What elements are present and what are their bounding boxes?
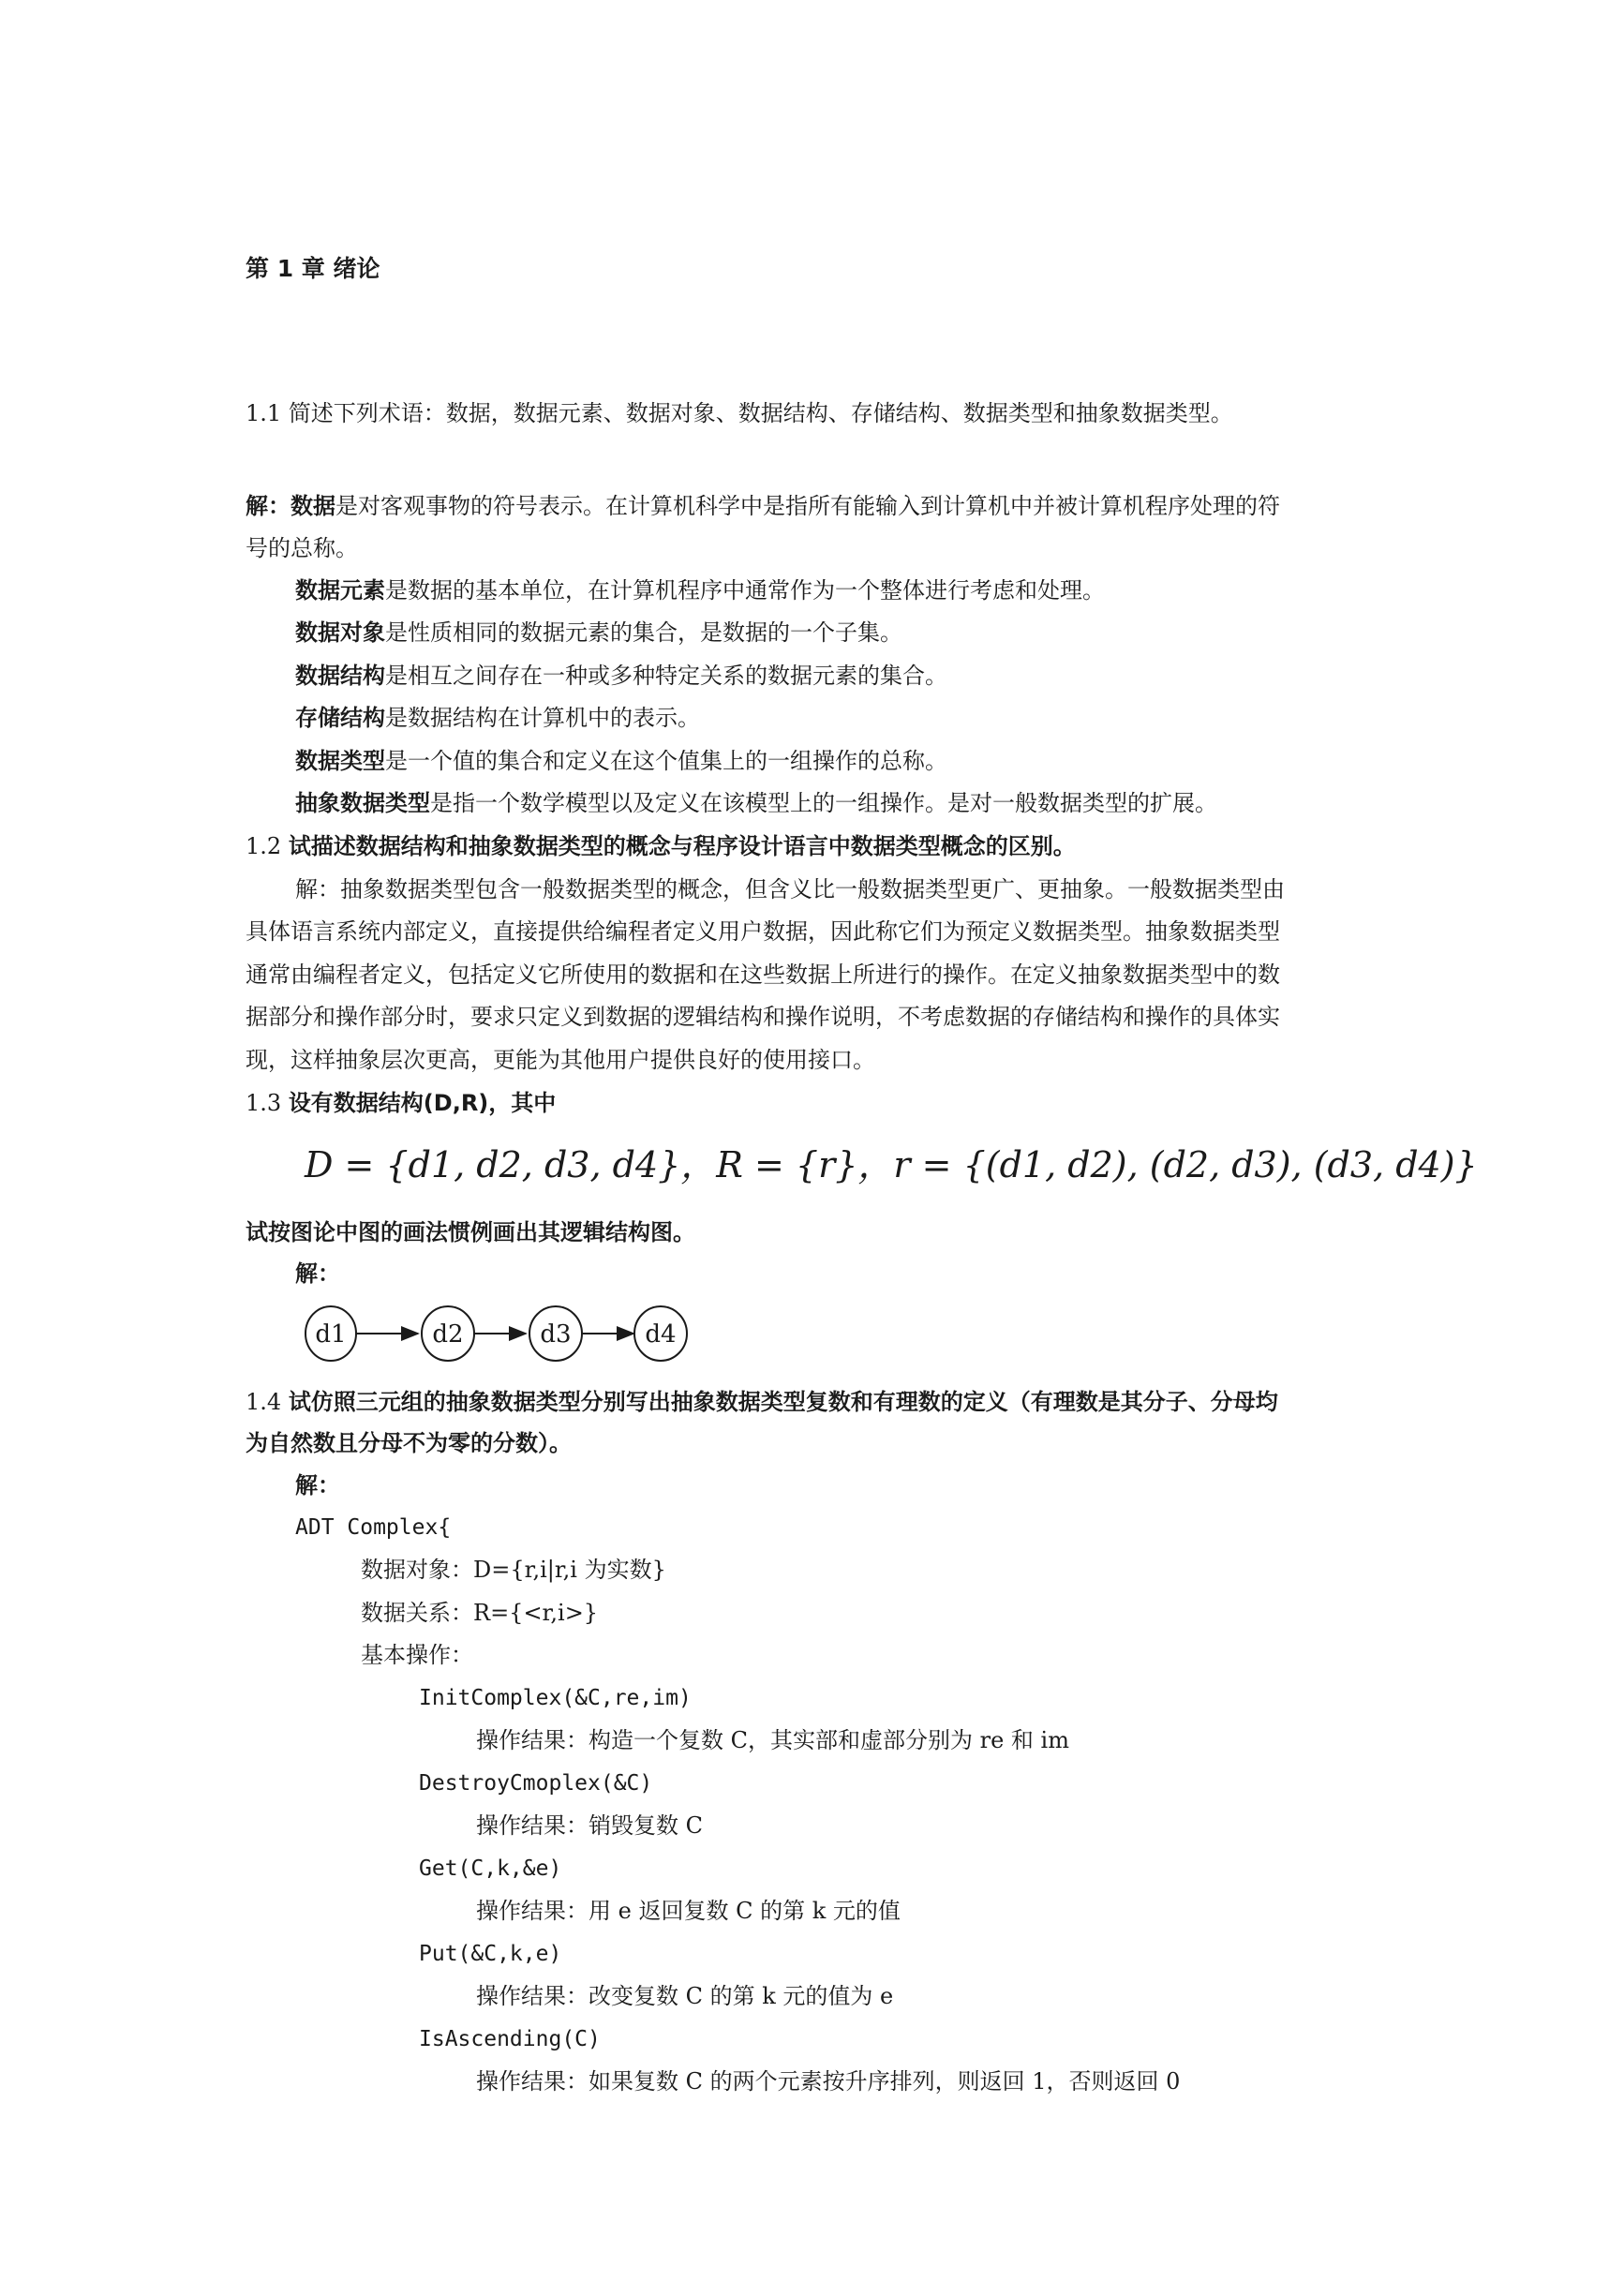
definition-term: 数据对象 bbox=[295, 619, 385, 646]
data-relation-line: 数据关系：R={<r,i>} bbox=[361, 1600, 599, 1626]
operation-signature: Put(&C,k,e) bbox=[419, 1942, 562, 1966]
definition-item bbox=[295, 662, 947, 690]
question-text: 设有数据结构(D,R)，其中 bbox=[288, 1090, 557, 1116]
question-number: 1.4 bbox=[246, 1389, 282, 1415]
operation-signature: InitComplex(&C,re,im) bbox=[419, 1686, 692, 1710]
answer-1-1-line-1 bbox=[246, 492, 1280, 520]
node-label: d3 bbox=[540, 1320, 572, 1349]
question-1-4 bbox=[246, 1388, 1278, 1416]
adt-header: ADT Complex{ bbox=[295, 1515, 452, 1540]
operation-result: 操作结果：构造一个复数 C，其实部和虚部分别为 re 和 im bbox=[476, 1727, 1069, 1753]
definition-term: 数据元素 bbox=[295, 576, 385, 604]
chapter-title: 第 1 章 绪论 bbox=[246, 255, 380, 282]
set-formula: D = {d1, d2, d3, d4}，R = {r}，r = {(d1, d2), (d2, d3), (d3, d4)} bbox=[305, 1144, 1478, 1185]
definition-text: 是一个值的集合和定义在这个值集上的一组操作的总称。 bbox=[385, 748, 947, 774]
definition-text: 号的总称。 bbox=[246, 535, 358, 561]
question-number: 1.2 bbox=[246, 833, 282, 859]
definition-item bbox=[295, 747, 947, 775]
question-1-1 bbox=[246, 399, 1233, 427]
definition-item bbox=[295, 789, 1217, 817]
operation-result: 操作结果：用 e 返回复数 C 的第 k 元的值 bbox=[476, 1898, 901, 1924]
operation-result: 操作结果：改变复数 C 的第 k 元的值为 e bbox=[476, 1983, 894, 2009]
question-text: 试仿照三元组的抽象数据类型分别写出抽象数据类型复数和有理数的定义（有理数是其分子、分母均 bbox=[288, 1389, 1278, 1415]
data-object-line: 数据对象：D={r,i|r,i 为实数} bbox=[361, 1557, 666, 1583]
operation-result: 操作结果：如果复数 C 的两个元素按升序排列，则返回 1，否则返回 0 bbox=[476, 2068, 1181, 2095]
definition-text: 是数据结构在计算机中的表示。 bbox=[385, 705, 700, 731]
definition-text: 是相互之间存在一种或多种特定关系的数据元素的集合。 bbox=[385, 663, 947, 689]
instruction-text: 试按图论中图的画法惯例画出其逻辑结构图。 bbox=[246, 1219, 695, 1245]
definition-item bbox=[295, 704, 700, 732]
definition-term: 数据结构 bbox=[295, 662, 385, 689]
definition-term: 数据 bbox=[291, 492, 335, 519]
operation-signature: DestroyCmoplex(&C) bbox=[419, 1771, 653, 1796]
answer-1-2-line: 通常由编程者定义，包括定义它所使用的数据和在这些数据上所进行的操作。在定义抽象数据类型中的数 bbox=[246, 962, 1280, 988]
definition-term: 抽象数据类型 bbox=[295, 789, 430, 816]
node-label: d4 bbox=[645, 1320, 677, 1349]
question-number: 1.3 bbox=[246, 1090, 282, 1116]
definition-item bbox=[295, 619, 902, 647]
question-number: 1.1 bbox=[246, 400, 282, 426]
definition-text: 是性质相同的数据元素的集合，是数据的一个子集。 bbox=[385, 619, 902, 646]
logical-structure-diagram bbox=[300, 1301, 693, 1366]
node-label: d1 bbox=[315, 1320, 347, 1349]
definition-term: 数据类型 bbox=[295, 747, 385, 774]
answer-prefix: 解： bbox=[246, 492, 291, 519]
question-text: 简述下列术语：数据，数据元素、数据对象、数据结构、存储结构、数据类型和抽象数据类型。 bbox=[288, 400, 1233, 426]
answer-1-2-line: 具体语言系统内部定义，直接提供给编程者定义用户数据，因此称它们为预定义数据类型。抽象数据类型 bbox=[246, 918, 1280, 945]
definition-text: 是数据的基本单位，在计算机程序中通常作为一个整体进行考虑和处理。 bbox=[385, 577, 1105, 604]
definition-term: 存储结构 bbox=[295, 704, 385, 731]
operation-signature: IsAscending(C) bbox=[419, 2027, 601, 2051]
answer-1-2-line: 据部分和操作部分时，要求只定义到数据的逻辑结构和操作说明，不考虑数据的存储结构和操作的具体实 bbox=[246, 1004, 1280, 1030]
answer-prefix: 解： bbox=[295, 1472, 340, 1498]
definition-text: 是对客观事物的符号表示。在计算机科学中是指所有能输入到计算机中并被计算机程序处理的符 bbox=[335, 493, 1280, 519]
question-1-3 bbox=[246, 1089, 556, 1117]
question-text: 试描述数据结构和抽象数据类型的概念与程序设计语言中数据类型概念的区别。 bbox=[288, 833, 1076, 859]
operation-signature: Get(C,k,&e) bbox=[419, 1856, 562, 1881]
basic-ops-label: 基本操作： bbox=[361, 1642, 473, 1668]
operation-result: 操作结果：销毁复数 C bbox=[476, 1812, 703, 1839]
answer-1-2-line: 现，这样抽象层次更高，更能为其他用户提供良好的使用接口。 bbox=[246, 1047, 875, 1073]
answer-prefix: 解： bbox=[295, 1260, 340, 1287]
answer-1-2-line: 解：抽象数据类型包含一般数据类型的概念，但含义比一般数据类型更广、更抽象。一般数据类型由 bbox=[295, 876, 1285, 902]
question-1-2 bbox=[246, 832, 1076, 860]
node-label: d2 bbox=[432, 1320, 464, 1349]
definition-text: 是指一个数学模型以及定义在该模型上的一组操作。是对一般数据类型的扩展。 bbox=[430, 790, 1217, 816]
question-text-continued: 为自然数且分母不为零的分数）。 bbox=[246, 1430, 572, 1456]
definition-item bbox=[295, 576, 1105, 604]
answer-1-1-line-2 bbox=[246, 534, 358, 562]
